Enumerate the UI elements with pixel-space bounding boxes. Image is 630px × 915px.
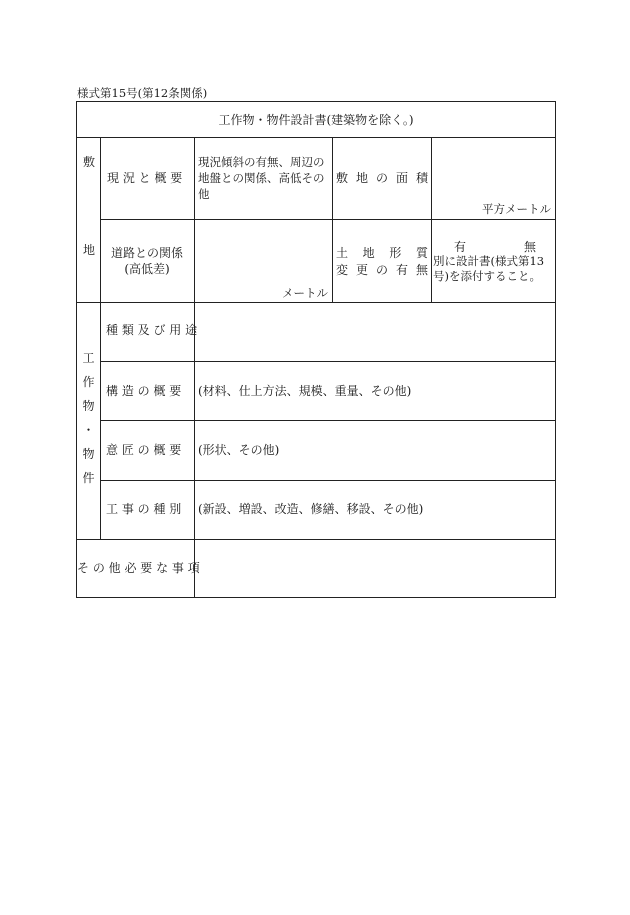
construction-type-label: 工 事 の 種 別 xyxy=(106,502,182,516)
design-document-form xyxy=(76,101,556,598)
land-change-label-char: 質 xyxy=(415,246,428,260)
land-change-label-char: の xyxy=(375,263,388,277)
land-change-label-line1 xyxy=(336,245,428,261)
divider-site-structure xyxy=(77,302,555,303)
divider-site-rows xyxy=(100,219,555,220)
land-change-label-char: 有 xyxy=(395,263,408,277)
form-title: 工作物・物件設計書(建築物を除く。) xyxy=(218,113,414,127)
design-outline-value: (形状、その他) xyxy=(198,443,280,457)
land-change-label-char: 形 xyxy=(389,246,402,260)
divider-label-value xyxy=(194,137,195,597)
structure-side-label-char: 物 xyxy=(82,447,95,461)
form-number: 様式第15号(第12条関係) xyxy=(77,86,208,100)
structure-side-label-char: 作 xyxy=(82,375,95,389)
site-area-label-char: の xyxy=(375,171,388,185)
divider-structure-other xyxy=(77,539,555,540)
divider-side-label xyxy=(100,137,101,539)
structure-outline-label: 構 造 の 概 要 xyxy=(106,384,182,398)
current-state-label: 現 況 と 概 要 xyxy=(107,171,183,185)
divider-title xyxy=(77,137,555,138)
road-relation-label: 道路との関係 xyxy=(110,246,183,260)
structure-type-use-label: 種 類 及 び 用 途 xyxy=(106,323,198,337)
divider-site-right xyxy=(431,137,432,302)
land-change-option-no: 無 xyxy=(524,240,537,254)
site-area-label-char: 面 xyxy=(395,171,408,185)
construction-type-value: (新設、増設、改造、修繕、移設、その他) xyxy=(198,502,424,516)
land-change-label-char: 変 xyxy=(336,263,349,277)
site-area-unit: 平方メートル xyxy=(482,202,551,216)
divider-structure-row2 xyxy=(100,420,555,421)
divider-structure-row3 xyxy=(100,480,555,481)
land-change-option-yes: 有 xyxy=(454,240,467,254)
land-change-label-char: 更 xyxy=(355,263,368,277)
land-change-label-char: 地 xyxy=(362,246,375,260)
land-change-label-line2 xyxy=(336,262,428,278)
land-change-label-char: 無 xyxy=(415,263,428,277)
divider-site-mid xyxy=(332,137,333,302)
divider-structure-row1 xyxy=(100,361,555,362)
structure-side-label xyxy=(77,346,100,490)
structure-side-label-char: ・ xyxy=(82,423,95,437)
site-label-bottom: 地 xyxy=(83,243,96,257)
site-area-label-char: 積 xyxy=(415,171,428,185)
structure-side-label-char: 工 xyxy=(82,351,95,365)
site-area-label-char: 地 xyxy=(355,171,368,185)
road-relation-sublabel: (高低差) xyxy=(124,262,170,276)
current-state-description: 現況傾斜の有無、周辺の地盤との関係、高低その他 xyxy=(198,155,325,201)
structure-side-label-char: 物 xyxy=(82,399,95,413)
site-area-label xyxy=(336,170,428,186)
land-change-label-char: 土 xyxy=(336,246,349,260)
site-label-top: 敷 xyxy=(83,155,96,169)
structure-outline-value: (材料、仕上方法、規模、重量、その他) xyxy=(198,384,412,398)
site-area-label-char: 敷 xyxy=(336,171,349,185)
road-relation-unit: メートル xyxy=(282,286,328,300)
structure-side-label-char: 件 xyxy=(82,471,95,485)
land-change-note: 別に設計書(様式第13号)を添付すること。 xyxy=(433,254,545,283)
design-outline-label: 意 匠 の 概 要 xyxy=(106,443,182,457)
other-required-label: そ の 他 必 要 な 事 項 xyxy=(77,561,200,575)
